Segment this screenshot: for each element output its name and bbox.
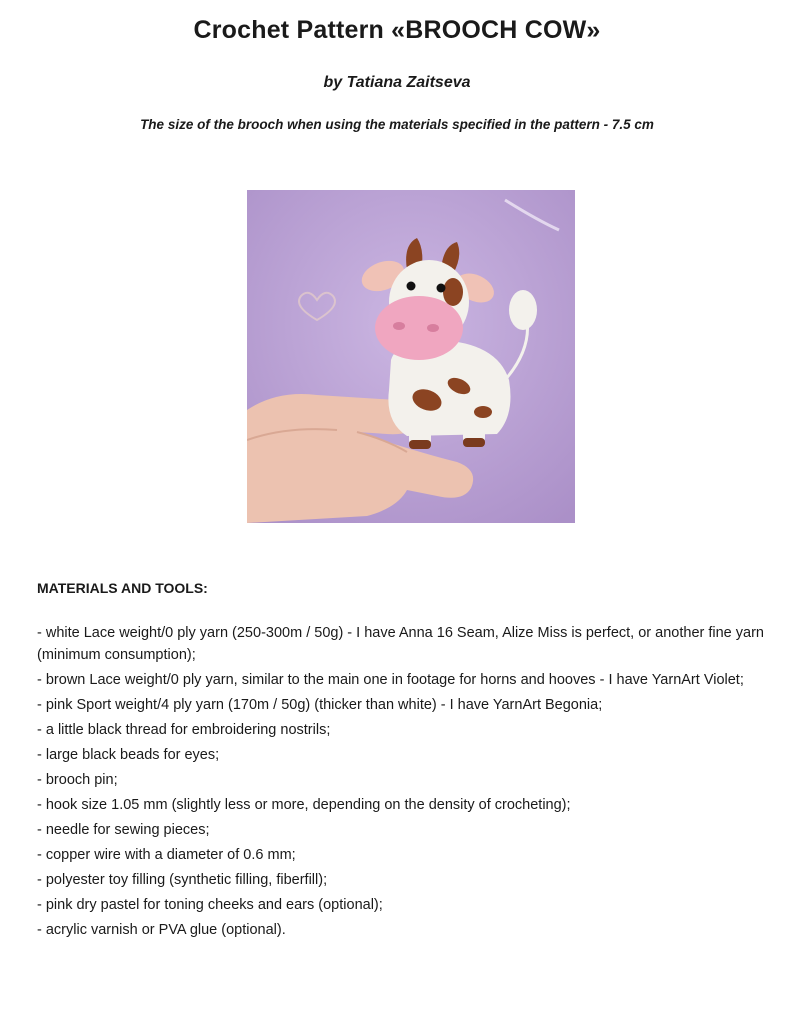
materials-item: - pink Sport weight/4 ply yarn (170m / 50g) (thicker than white) - I have YarnArt Begonia; — [37, 697, 603, 713]
materials-list — [37, 622, 782, 941]
cow-brooch-photo — [247, 190, 575, 523]
materials-section — [37, 580, 782, 944]
materials-item: - brown Lace weight/0 ply yarn, similar to the main one in footage for horns and hooves - I have YarnArt Violet; — [37, 672, 744, 688]
materials-item: - needle for sewing pieces; — [37, 822, 210, 838]
materials-item: - pink dry pastel for toning cheeks and ears (optional); — [37, 897, 383, 913]
materials-item: - polyester toy filling (synthetic filling, fiberfill); — [37, 872, 328, 888]
materials-item: - hook size 1.05 mm (slightly less or more, depending on the density of crocheting); — [37, 797, 571, 813]
materials-heading: MATERIALS AND TOOLS: — [37, 580, 208, 596]
brooch-size-note: The size of the brooch when using the materials specified in the pattern - 7.5 cm — [140, 117, 654, 132]
materials-item: - copper wire with a diameter of 0.6 mm; — [37, 847, 296, 863]
materials-item: - a little black thread for embroidering nostrils; — [37, 722, 331, 738]
materials-item: - acrylic varnish or PVA glue (optional). — [37, 922, 286, 938]
author-line: by Tatiana Zaitseva — [323, 74, 471, 91]
page-title: Crochet Pattern «BROOCH COW» — [193, 16, 601, 44]
materials-item: - large black beads for eyes; — [37, 747, 220, 763]
materials-item: - brooch pin; — [37, 772, 118, 788]
materials-item: - white Lace weight/0 ply yarn (250-300m / 50g) - I have Anna 16 Seam, Alize Miss is perfect, or another fine yarn (minimum consumption); — [37, 625, 764, 663]
